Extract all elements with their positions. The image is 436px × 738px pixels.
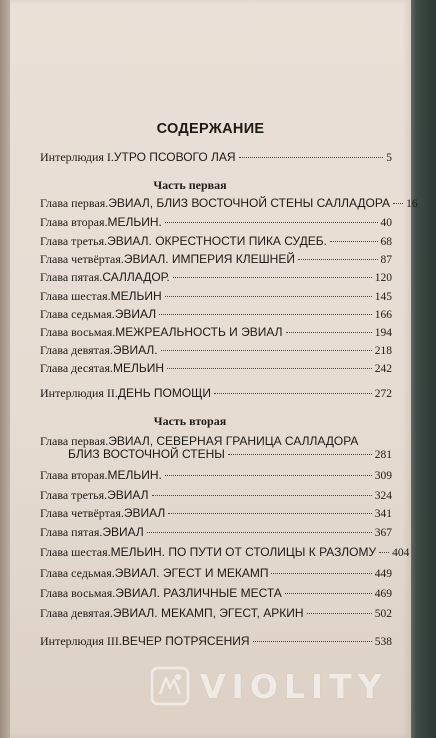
book-page [10, 0, 418, 738]
toc-entry-part1-ch2: Глава вторая. МЕЛЬИН. 40 [40, 215, 392, 229]
toc-entry-part2-ch1: Глава первая. ЭВИАЛ, СЕВЕРНАЯ ГРАНИЦА САЛЛАДОРА [40, 434, 359, 448]
toc-entry-part2-ch5: Глава пятая. ЭВИАЛ 367 [40, 525, 392, 539]
page-number: 5 [386, 152, 392, 164]
toc-entry-part1-ch8: Глава восьмая. МЕЖРЕАЛЬНОСТЬ И ЭВИАЛ 194 [40, 325, 392, 339]
toc-title: СОДЕРЖАНИЕ [156, 121, 265, 137]
toc-entry-part2-ch4: Глава четвёртая. ЭВИАЛ 341 [40, 506, 392, 520]
page-number: 281 [374, 449, 392, 461]
watermark-text: VIOLITY [200, 666, 388, 706]
page-number: 166 [374, 309, 392, 321]
page-number: 449 [374, 568, 392, 580]
page-number: 538 [374, 636, 392, 648]
toc-entry-part1-ch1: Глава первая. ЭВИАЛ, БЛИЗ ВОСТОЧНОЙ СТЕНЫ САЛЛАДОРА 16 [40, 196, 418, 210]
page-number: 68 [380, 236, 392, 248]
toc-entry-part2-ch1-cont: БЛИЗ ВОСТОЧНОЙ СТЕНЫ 281 [68, 447, 392, 461]
part-title-2: Часть вторая [153, 414, 227, 428]
page-number: 218 [374, 345, 392, 357]
page-number: 40 [380, 217, 392, 229]
toc-entry-part1-ch10: Глава десятая. МЕЛЬИН 242 [40, 361, 392, 375]
page-number: 145 [374, 291, 392, 303]
page-number: 194 [374, 327, 392, 339]
page-number: 341 [374, 508, 392, 520]
toc-entry-part1-ch7: Глава седьмая. ЭВИАЛ 166 [40, 307, 392, 321]
page-number: 404 [392, 547, 410, 559]
page-number: 16 [406, 198, 418, 210]
toc-entry-part1-ch6: Глава шестая. МЕЛЬИН 145 [40, 289, 392, 303]
page-number: 469 [374, 588, 392, 600]
page-number: 120 [374, 272, 392, 284]
toc-entry-interlude-1: Интерлюдия I. УТРО ПСОВОГО ЛАЯ 5 [40, 150, 392, 164]
toc-entry-part2-ch6: Глава шестая. МЕЛЬИН. ПО ПУТИ ОТ СТОЛИЦЫ К РАЗЛОМУ 404 [40, 545, 410, 559]
part-title-1: Часть первая [153, 178, 227, 192]
page-number: 87 [380, 254, 392, 266]
page-number: 309 [374, 470, 392, 482]
toc-entry-part1-ch5: Глава пятая. САЛЛАДОР. 120 [40, 270, 392, 284]
toc-entry-part1-ch9: Глава девятая. ЭВИАЛ. 218 [40, 343, 392, 357]
toc-entry-part2-ch8: Глава восьмая. ЭВИАЛ. РАЗЛИЧНЫЕ МЕСТА 469 [40, 586, 392, 600]
toc-entry-part2-ch2: Глава вторая. МЕЛЬИН. 309 [40, 468, 392, 482]
page-number: 324 [374, 490, 392, 502]
toc-entry-part2-ch7: Глава седьмая. ЭВИАЛ. ЭГЕСТ И МЕКАМП 449 [40, 566, 392, 580]
page-number: 272 [374, 388, 392, 400]
toc-entry-interlude-2: Интерлюдия II. ДЕНЬ ПОМОЩИ 272 [40, 386, 392, 400]
toc-entry-part2-ch3: Глава третья. ЭВИАЛ 324 [40, 488, 392, 502]
page-number: 502 [374, 608, 392, 620]
page-number: 367 [374, 527, 392, 539]
toc-entry-part1-ch3: Глава третья. ЭВИАЛ. ОКРЕСТНОСТИ ПИКА СУДЕБ. 68 [40, 234, 392, 248]
toc-entry-interlude-3: Интерлюдия III. ВЕЧЕР ПОТРЯСЕНИЯ 538 [40, 634, 392, 648]
toc-entry-part1-ch4: Глава четвёртая. ЭВИАЛ. ИМПЕРИЯ КЛЕШНЕЙ 87 [40, 252, 392, 266]
page-number: 242 [374, 363, 392, 375]
toc-entry-part2-ch9: Глава девятая. ЭВИАЛ. МЕКАМП, ЭГЕСТ, АРКИН 502 [40, 606, 392, 620]
